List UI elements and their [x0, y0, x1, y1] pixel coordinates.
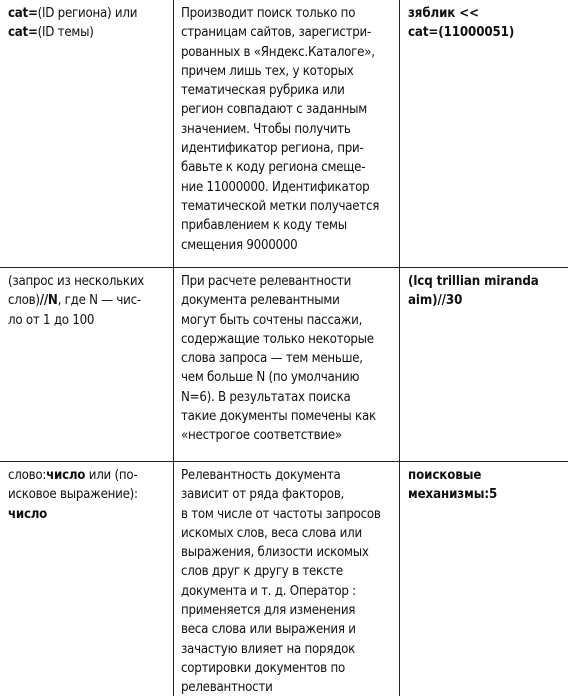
cell-line: поисковые	[408, 468, 482, 483]
operator-token: cat=	[8, 6, 38, 21]
cell-line: ние 11000000. Идентификатор	[181, 179, 370, 195]
cell-line	[8, 4, 168, 23]
cell-line: прибавлением к коду темы	[181, 218, 347, 234]
cell-line: применяется для изменения	[181, 603, 356, 619]
operator-description-cell	[181, 4, 395, 255]
cell-line	[8, 291, 168, 310]
operator-example-cell	[408, 272, 564, 311]
cell-line: могут быть сочтены пассажи,	[181, 312, 363, 328]
cell-line: зависит от ряда факторов,	[181, 487, 345, 503]
table-row	[0, 462, 568, 696]
cell-line: При расчете релевантности	[181, 274, 352, 289]
cell-line	[8, 272, 168, 291]
cell-line: слов друг к другу в тексте	[181, 564, 343, 580]
cell-line: рованных в «Яндекс.Каталоге»,	[181, 44, 375, 60]
cell-line: такие документы помечены как	[181, 409, 376, 425]
column-divider	[399, 268, 400, 461]
cell-line: искомых слов, веса слова или	[181, 525, 362, 541]
cell-line: слова запроса — тем меньше,	[181, 351, 363, 367]
cell-line: Производит поиск только по	[181, 6, 356, 21]
cell-line: содержащие только некоторые	[181, 331, 374, 347]
cell-line: в том числе от частоты запросов	[181, 506, 381, 522]
cell-line: смещения 9000000	[181, 237, 298, 253]
cell-line: причем лишь тех, у которых	[181, 63, 354, 79]
cell-line: значением. Чтобы получить	[181, 121, 351, 137]
cell-line: сортировки документов по	[181, 660, 345, 676]
cell-line	[8, 485, 168, 504]
syntax-text: слов)	[8, 293, 40, 309]
operator-syntax-cell	[8, 272, 168, 330]
operator-description-cell	[181, 466, 395, 698]
operator-token: число	[8, 506, 48, 522]
table-row	[0, 0, 568, 268]
syntax-text: ло от 1 до 100	[8, 312, 95, 328]
cell-line: Релевантность документа	[181, 468, 341, 483]
cell-line	[8, 466, 168, 485]
operator-example-cell	[408, 466, 564, 505]
syntax-text: , где N — чис-	[57, 293, 141, 309]
operator-syntax-cell	[8, 466, 168, 524]
cell-line: страницам сайтов, зарегистри-	[181, 25, 372, 41]
cell-line: cat=(11000051)	[408, 25, 515, 41]
cell-line: зяблик <<	[408, 6, 479, 21]
column-divider	[173, 268, 174, 461]
table-row	[0, 268, 568, 462]
cell-line: механизмы:5	[408, 487, 498, 503]
operator-token: число	[46, 468, 86, 483]
cell-line	[8, 505, 168, 524]
cell-line: тематической метки получается	[181, 198, 380, 214]
cell-line	[8, 311, 168, 330]
cell-line: документа и т. д. Оператор :	[181, 583, 356, 599]
syntax-text: (запрос из нескольких	[8, 274, 145, 289]
cell-line: чем больше N (по умолчанию	[181, 370, 360, 386]
cell-line: релевантности	[181, 680, 273, 696]
cell-line: документа релевантными	[181, 293, 340, 309]
column-divider	[173, 0, 174, 267]
cell-line: N=6). В результатах поиска	[181, 389, 351, 405]
syntax-text: или (по-	[85, 468, 138, 483]
cell-line	[8, 23, 168, 42]
syntax-text: (ID региона) или	[37, 6, 138, 21]
cell-line: идентификатор региона, при-	[181, 141, 364, 157]
syntax-text: исковое выражение):	[8, 487, 138, 503]
operator-token: cat=	[8, 25, 38, 41]
cell-line: тематическая рубрика или	[181, 83, 345, 99]
column-divider	[399, 462, 400, 696]
syntax-text: слово:	[8, 468, 47, 483]
cell-line: (lcq trillian miranda	[408, 274, 539, 289]
syntax-text: (ID темы)	[37, 25, 94, 41]
operator-description-cell	[181, 272, 395, 446]
operator-token: //N	[39, 293, 58, 309]
cell-line: бавьте к коду региона смеще-	[181, 160, 366, 176]
cell-line: зачастую влияет на порядок	[181, 641, 356, 657]
cell-line: «нестрогое соответствие»	[181, 428, 342, 444]
column-divider	[399, 0, 400, 267]
cell-line: aim)//30	[408, 293, 463, 309]
operator-syntax-cell	[8, 4, 168, 43]
cell-line: регион совпадают с заданным	[181, 102, 367, 118]
cell-line: веса слова или выражения и	[181, 622, 356, 638]
cell-line: выражения, близости искомых	[181, 545, 369, 561]
operator-example-cell	[408, 4, 564, 43]
column-divider	[173, 462, 174, 696]
